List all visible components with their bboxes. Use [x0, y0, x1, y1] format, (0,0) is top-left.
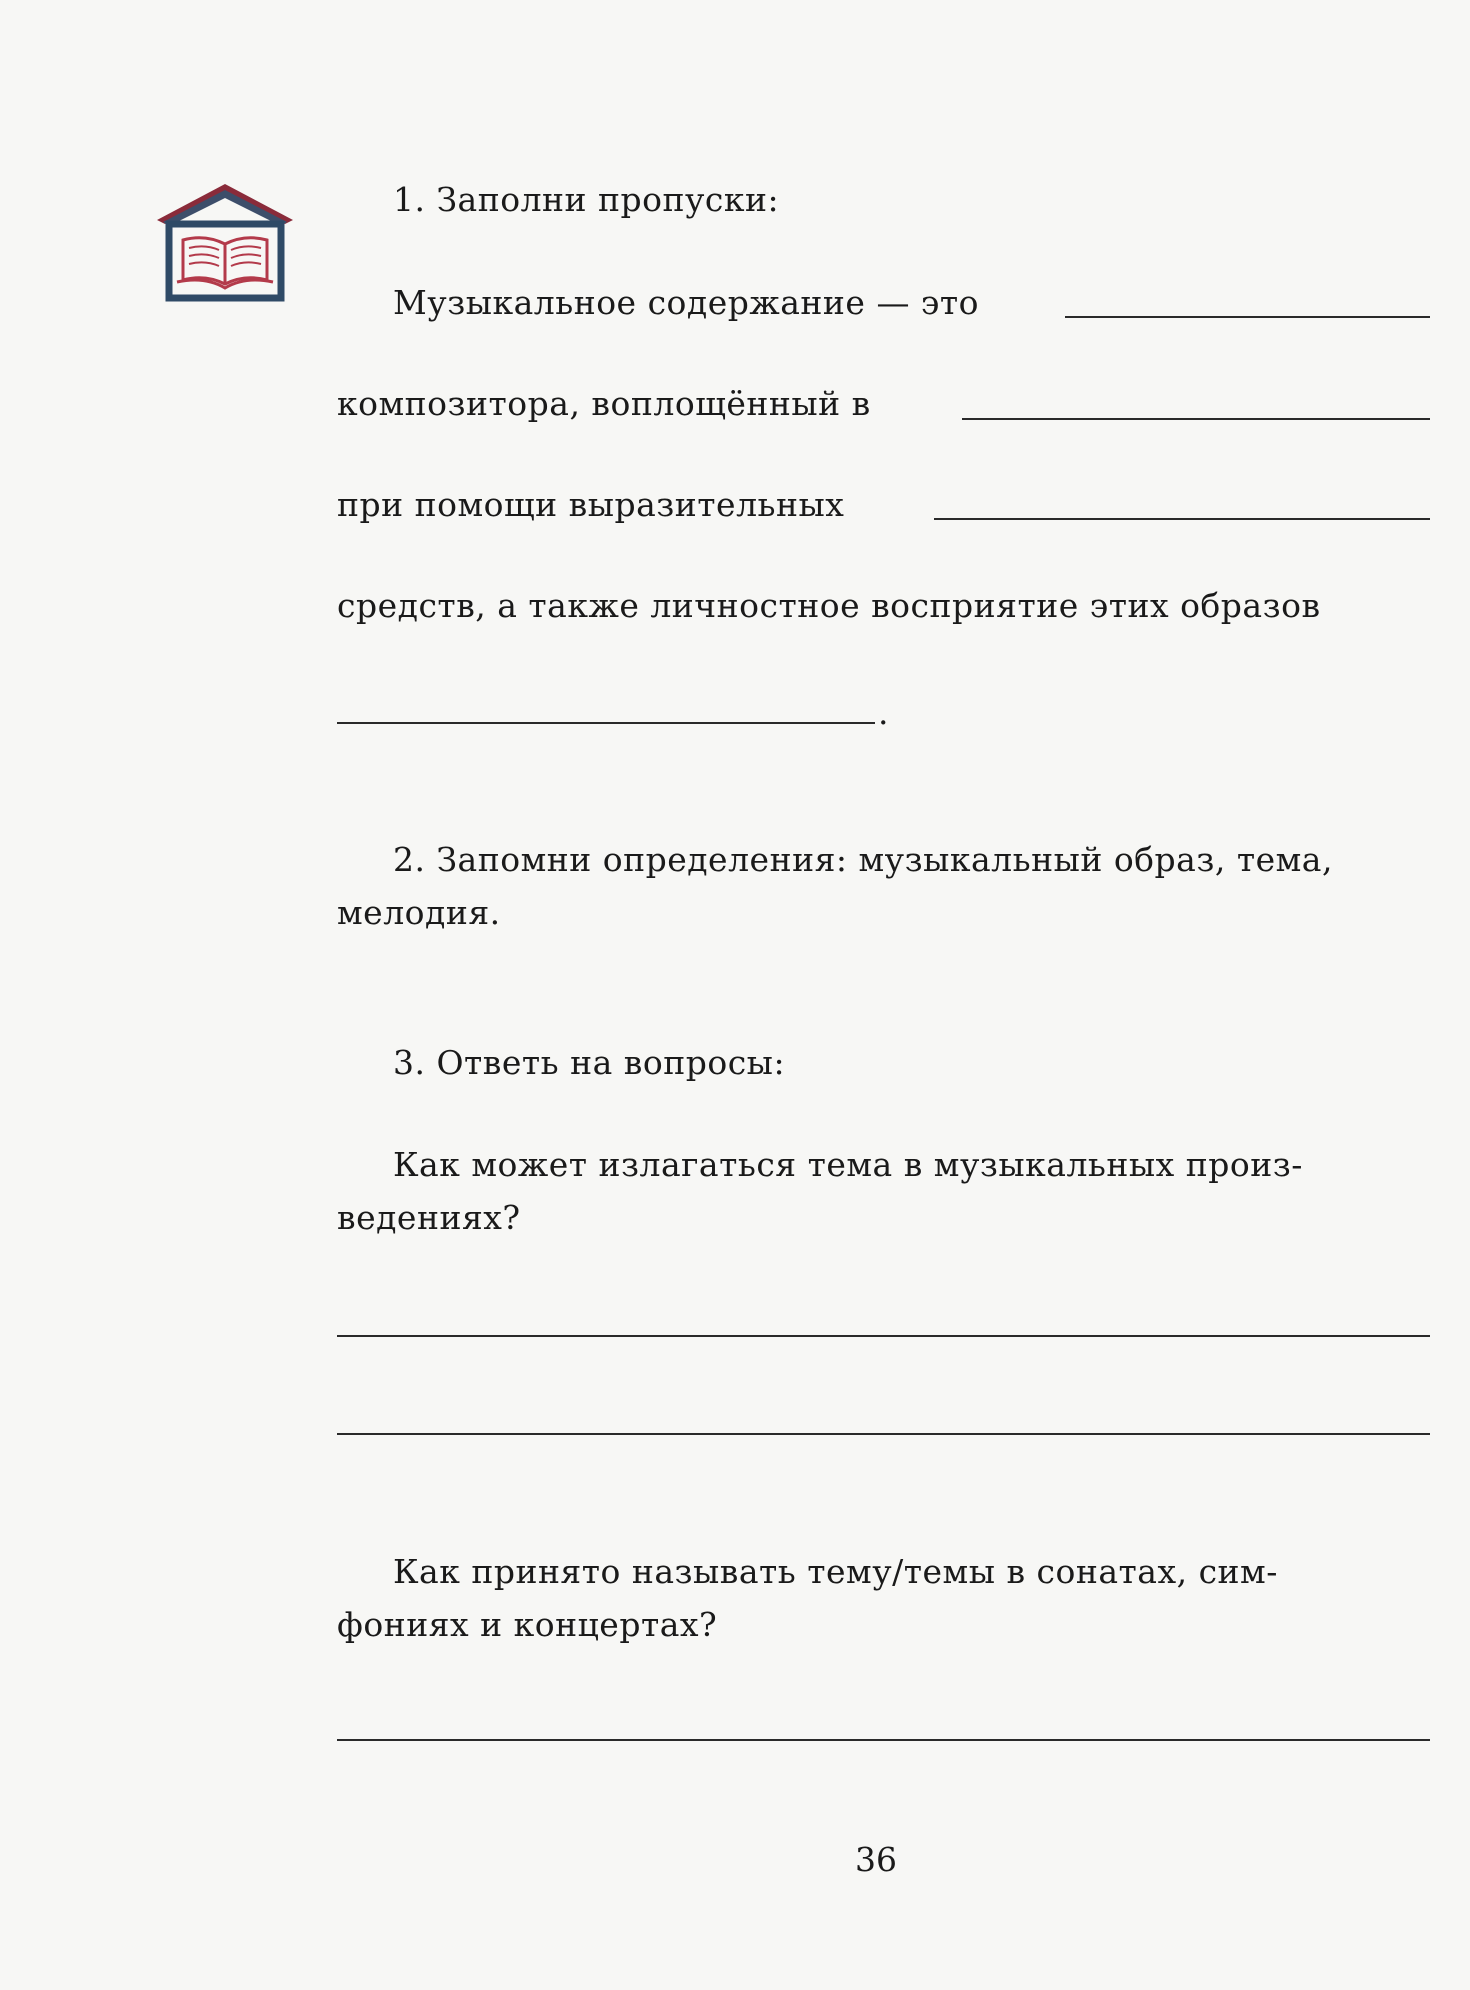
fill-blank-3[interactable] — [934, 518, 1430, 520]
book-house-icon — [155, 182, 295, 302]
task3-q1-line2: ведениях? — [337, 1198, 521, 1237]
answer-line-1[interactable] — [337, 1335, 1430, 1337]
fill-blank-1[interactable] — [1065, 316, 1430, 318]
task1-line5-period: . — [878, 693, 889, 732]
task1-heading: 1. Заполни пропуски: — [393, 180, 780, 219]
task3-heading: 3. Ответь на вопросы: — [393, 1043, 786, 1082]
task1-line3: при помощи выразительных — [337, 485, 845, 524]
answer-line-3[interactable] — [337, 1739, 1430, 1741]
fill-blank-4[interactable] — [337, 722, 875, 724]
page-number: 36 — [855, 1840, 897, 1879]
task2-line2: мелодия. — [337, 893, 501, 932]
fill-blank-2[interactable] — [962, 418, 1430, 420]
task3-q1-line1: Как может излагаться тема в музыкальных произ- — [393, 1145, 1303, 1184]
task1-line2: композитора, воплощённый в — [337, 384, 871, 423]
task3-q2-line1: Как принято называть тему/темы в сонатах, сим- — [393, 1552, 1278, 1591]
task3-q2-line2: фониях и концертах? — [337, 1605, 718, 1644]
task1-line1: Музыкальное содержание — это — [393, 283, 980, 322]
answer-line-2[interactable] — [337, 1433, 1430, 1435]
task2-line1: 2. Запомни определения: музыкальный образ, тема, — [393, 840, 1333, 879]
task1-line4: средств, а также личностное восприятие этих образов — [337, 586, 1321, 625]
